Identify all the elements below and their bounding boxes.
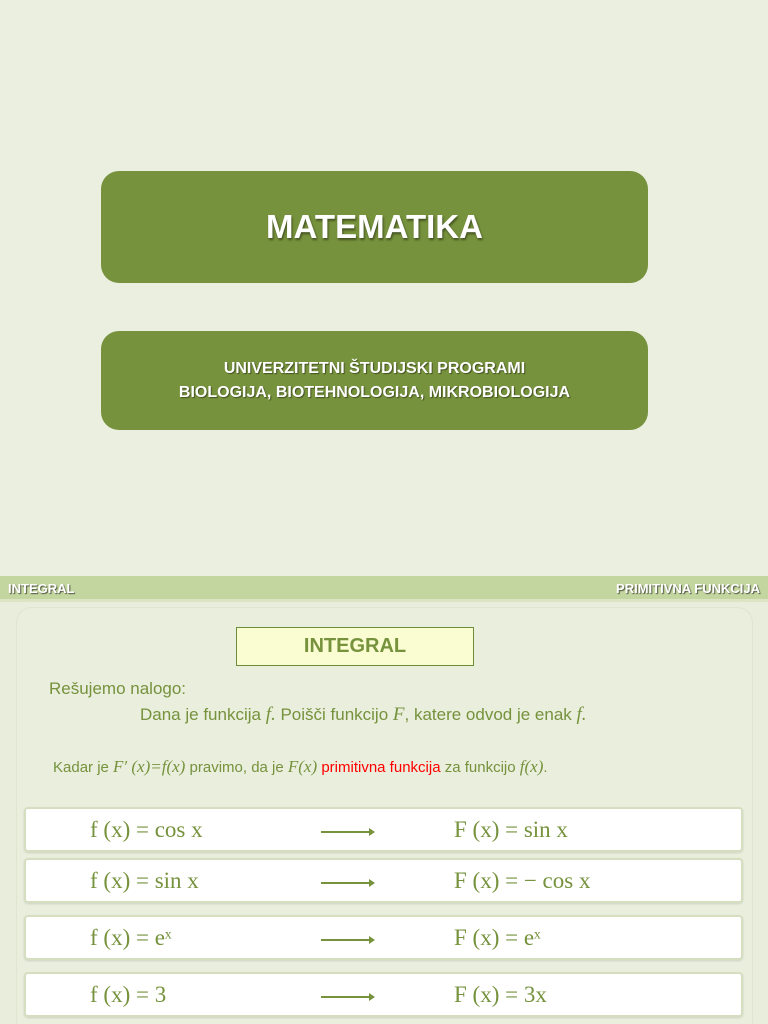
task-text-3: , katere odvod je enak [404,705,577,724]
arrow-icon [321,996,373,998]
formula-rhs: F (x) = 3x [454,982,547,1007]
def-math-eq: F′ (x)=f(x) [113,757,186,776]
integral-heading: INTEGRAL [303,635,407,657]
task-math-F: F [392,704,405,725]
def-math-Fx: F(x) [287,757,318,776]
formula-row [24,972,743,1017]
def-text-3: za funkcijo [440,759,520,776]
formula-lhs: f (x) = eˣ [90,925,172,950]
formula-row [24,807,743,852]
arrow-icon [321,831,373,833]
task-math-f: f. [265,704,276,725]
arrow-icon [321,882,373,884]
slide-title-text: MATEMATIKA [266,208,483,245]
def-end: . [543,759,548,776]
def-math-fx: f(x) [519,757,544,776]
header-left-label: INTEGRAL [8,581,75,596]
formula-lhs: f (x) = cos x [90,817,203,842]
task-statement [140,704,587,726]
subtitle-line-2: BIOLOGIJA, BIOTEHNOLOGIJA, MIKROBIOLOGIJA [178,383,571,401]
subtitle-box [101,331,648,430]
task-math-f2: f. [576,704,587,725]
formula-lhs: f (x) = 3 [90,982,167,1007]
arrow-icon [321,939,373,941]
definition-line [53,757,548,777]
subtitle-line-1: UNIVERZITETNI ŠTUDIJSKI PROGRAMI [223,359,526,377]
formula-rhs: F (x) = − cos x [454,868,591,893]
formula-rhs: F (x) = eˣ [454,925,541,950]
def-text-1: Kadar je [53,759,114,776]
formula-row [24,915,743,960]
slide-integral [0,576,768,1024]
task-intro: Rešujemo nalogo: [49,679,187,698]
header-right-label: PRIMITIVNA FUNKCIJA [616,581,760,596]
header-bar [0,576,768,602]
task-text-2: Poišči funkcijo [275,705,393,724]
title-box [101,171,648,283]
formula-lhs: f (x) = sin x [90,868,199,893]
integral-heading-box [236,627,474,666]
formula-rhs: F (x) = sin x [454,817,568,842]
task-text-1: Dana je funkcija [140,705,266,724]
def-text-2: pravimo, da je [185,759,288,776]
def-highlight: primitivna funkcija [321,759,441,776]
formula-row [24,858,743,903]
